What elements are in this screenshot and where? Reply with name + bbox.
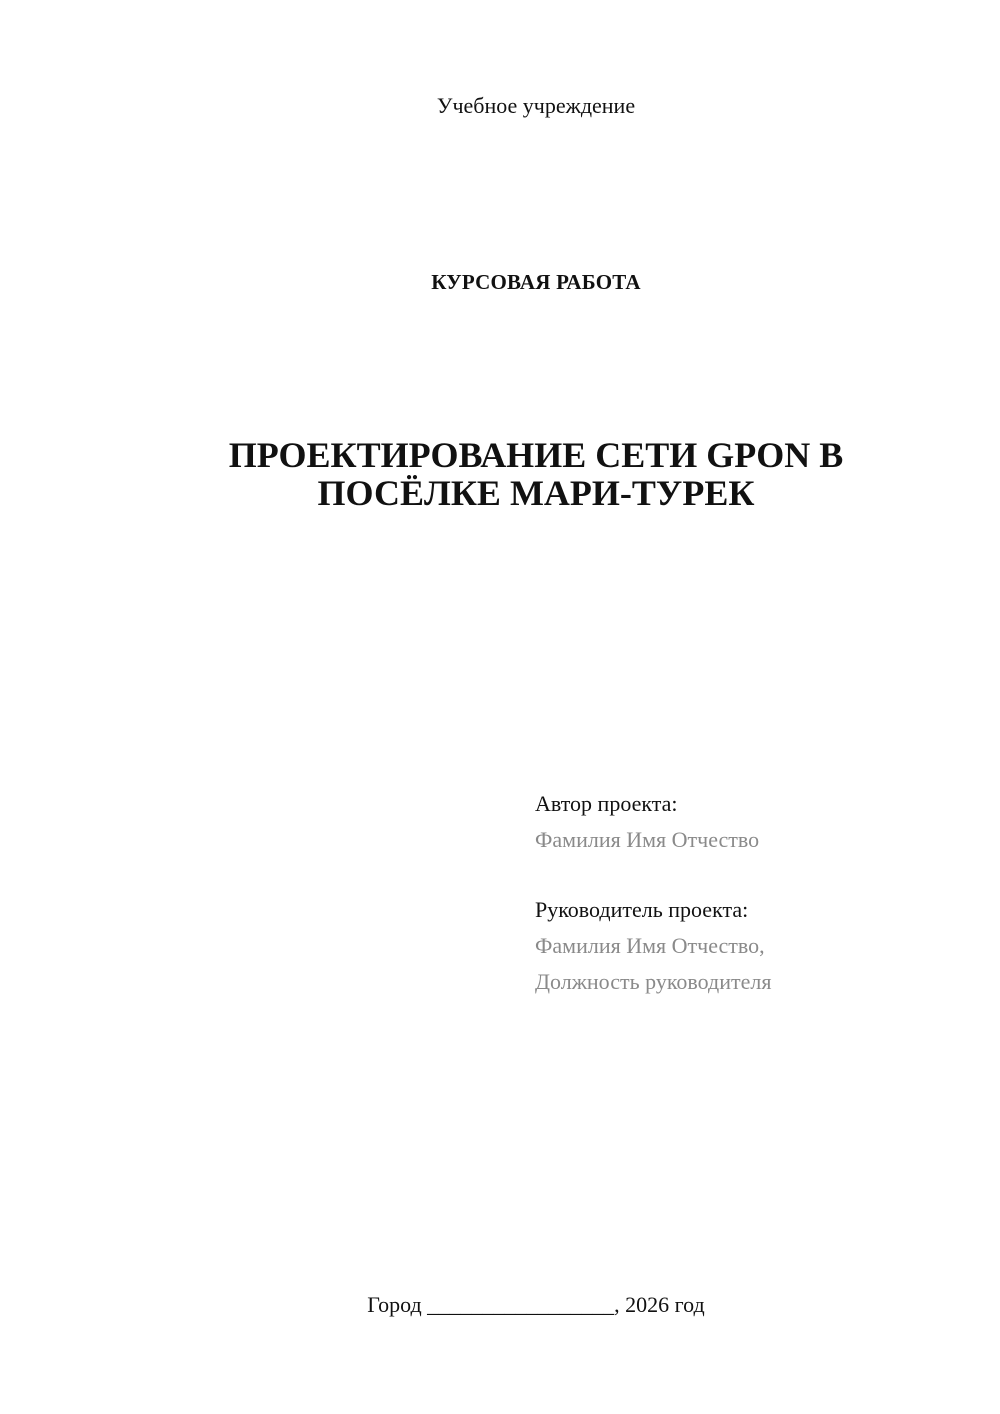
supervisor-name-placeholder: Фамилия Имя Отчество, bbox=[535, 933, 765, 958]
project-title-line-1: ПРОЕКТИРОВАНИЕ СЕТИ GPON В bbox=[228, 435, 844, 475]
project-title bbox=[140, 436, 932, 512]
supervisor-label: Руководитель проекта: bbox=[535, 897, 749, 922]
author-name-placeholder: Фамилия Имя Отчество bbox=[535, 827, 760, 852]
project-title-line-2: ПОСЁЛКЕ МАРИ-ТУРЕК bbox=[317, 473, 755, 513]
supervisor-position-placeholder: Должность руководителя bbox=[535, 969, 772, 994]
info-spacer bbox=[535, 858, 975, 892]
city-year-line: Город _________________, 2026 год bbox=[367, 1292, 705, 1317]
institution-name: Учебное учреждение bbox=[436, 93, 636, 118]
author-label: Автор проекта: bbox=[535, 791, 678, 816]
project-info-block bbox=[535, 786, 975, 1000]
work-type-heading: КУРСОВАЯ РАБОТА bbox=[431, 270, 641, 294]
